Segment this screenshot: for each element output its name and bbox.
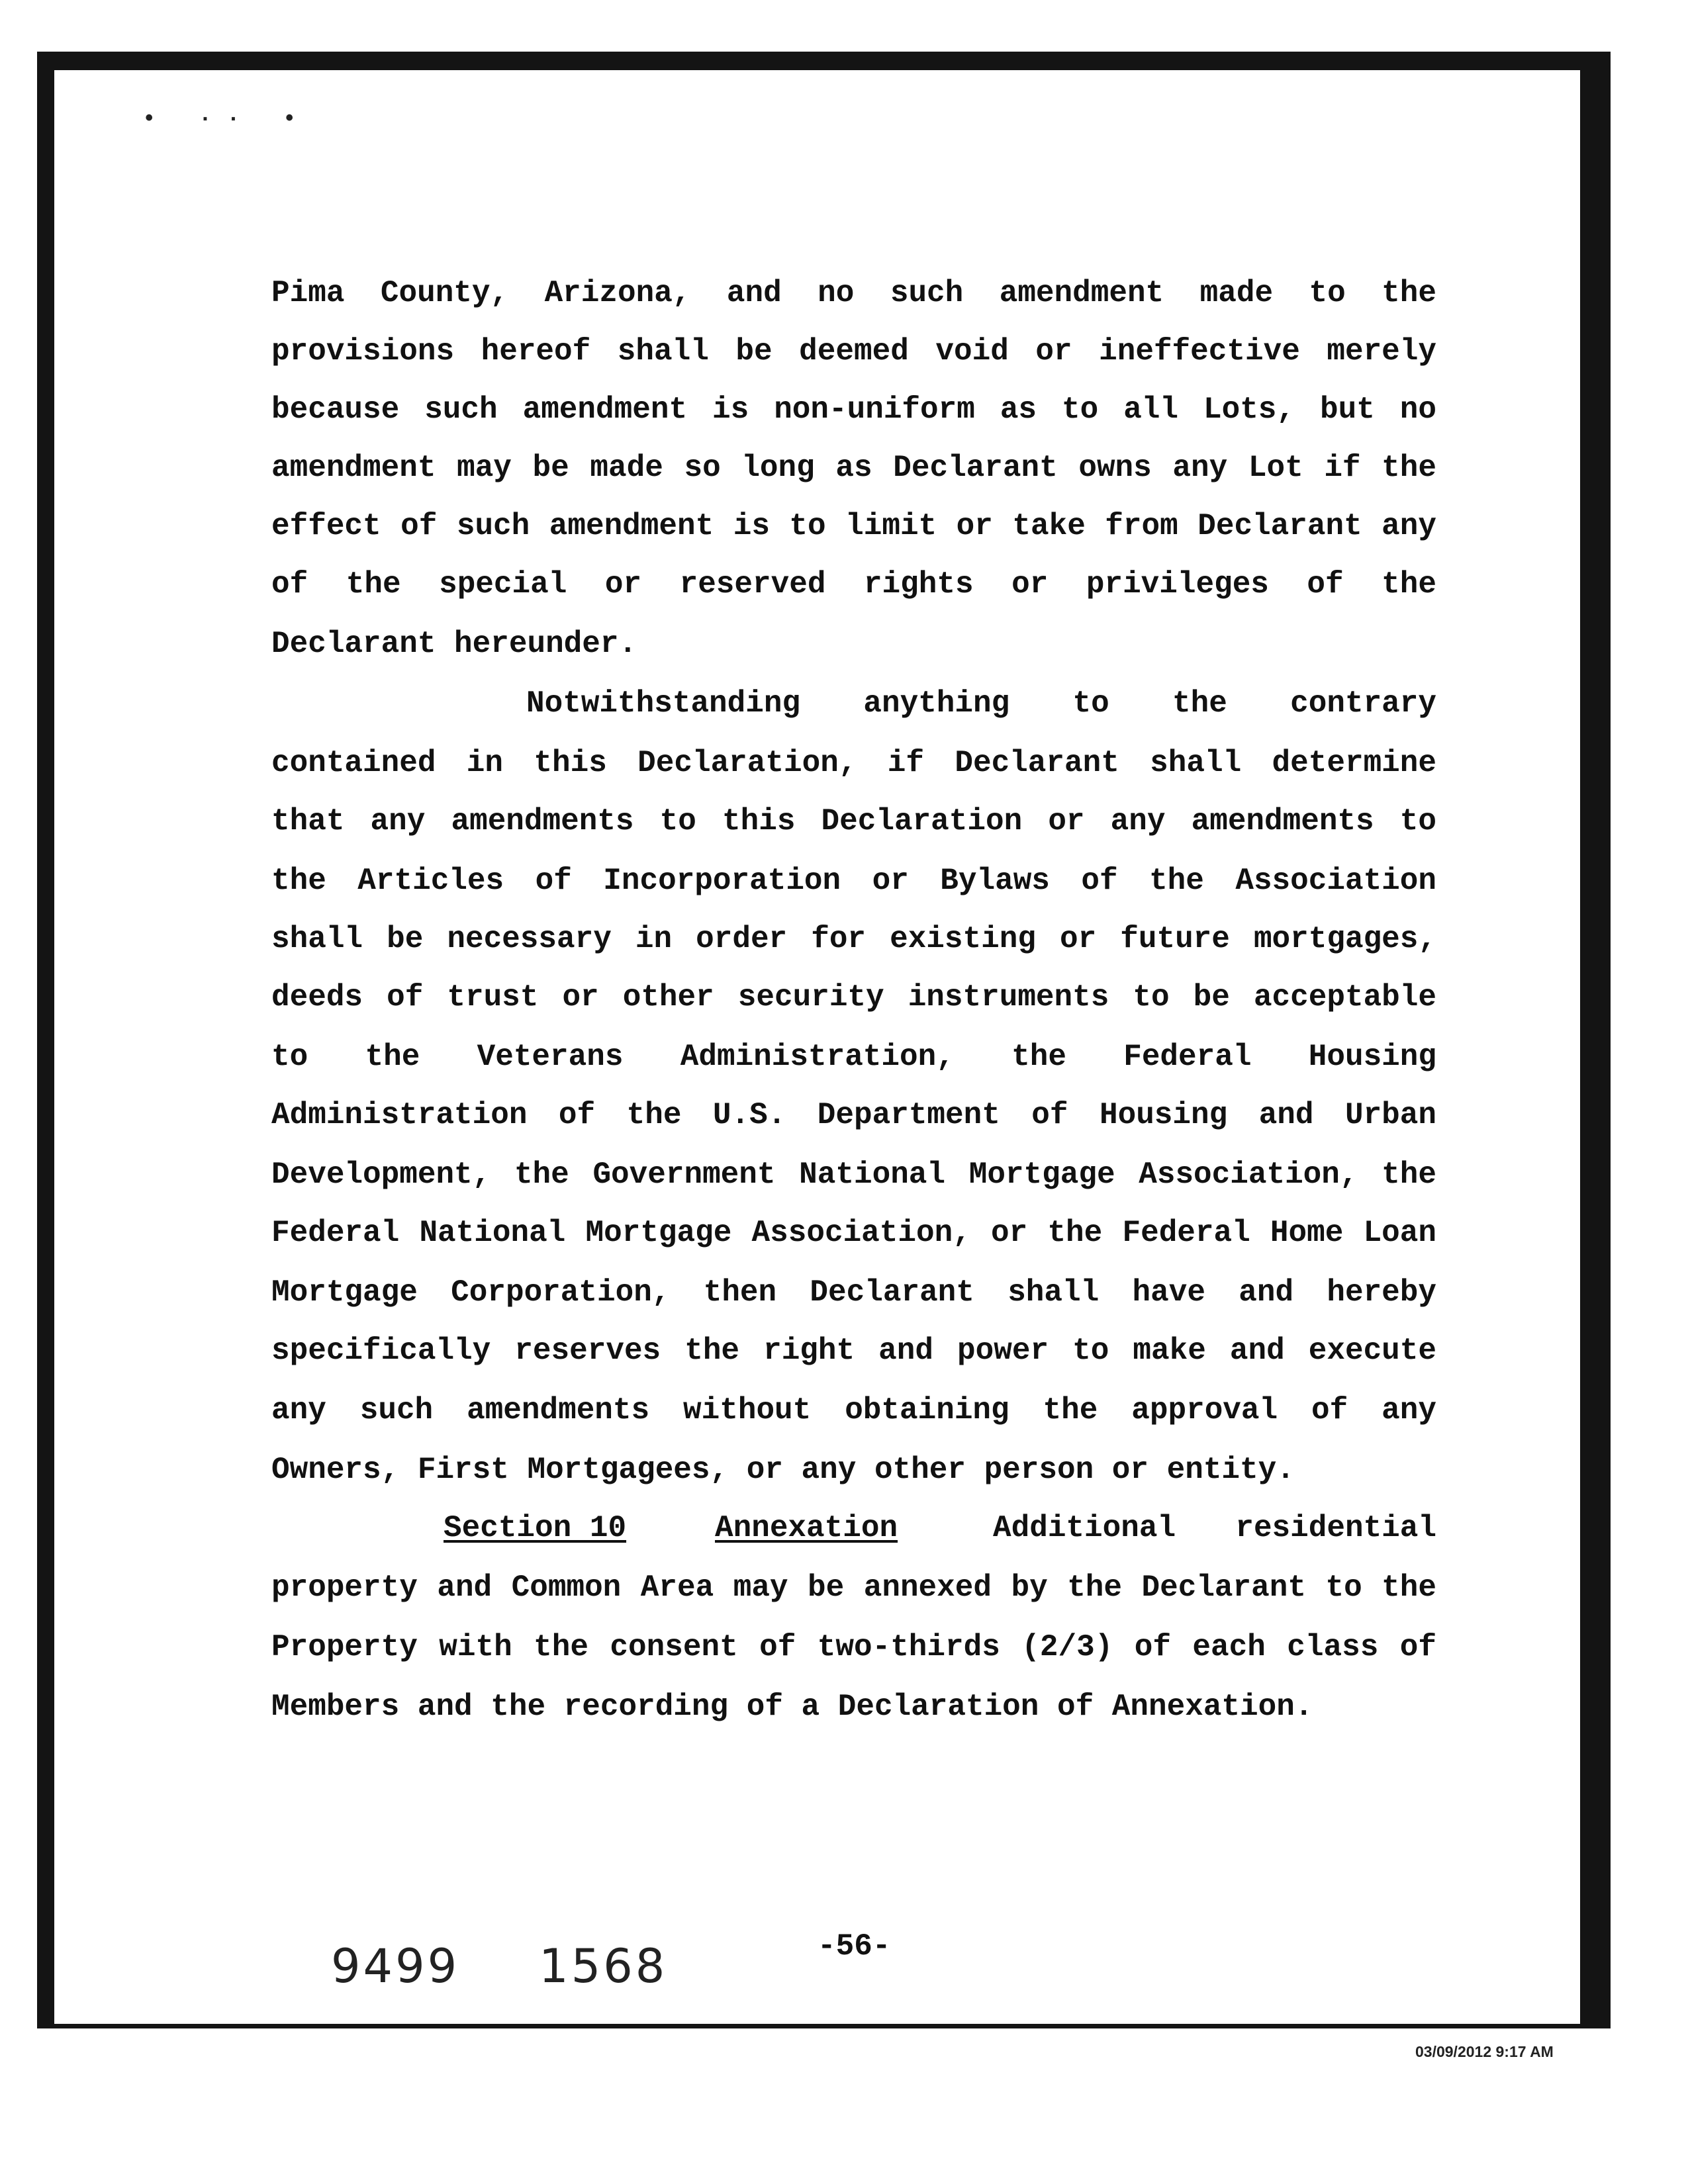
text-line: to the Veterans Administration, the Federal Housing bbox=[271, 1040, 1436, 1074]
text-line: Members and the recording of a Declaration of Annexation. bbox=[271, 1690, 1313, 1724]
scan-marks: • ·· • bbox=[142, 107, 311, 132]
text-line: the Articles of Incorporation or Bylaws of the Association bbox=[271, 864, 1436, 898]
text-line: provisions hereof shall be deemed void or ineffective merely bbox=[271, 334, 1436, 369]
section-label: Section 10 bbox=[444, 1511, 627, 1545]
text-line: Mortgage Corporation, then Declarant shall have and hereby bbox=[271, 1275, 1436, 1310]
text-line: shall be necessary in order for existing or future mortgages, bbox=[271, 922, 1436, 956]
text-line: contained in this Declaration, if Declarant shall determine bbox=[271, 746, 1436, 780]
text-line: Administration of the U.S. Department of Housing and Urban bbox=[271, 1098, 1436, 1132]
text-line: effect of such amendment is to limit or take from Declarant any bbox=[271, 509, 1436, 543]
text-line: Federal National Mortgage Association, or the Federal Home Loan bbox=[271, 1216, 1436, 1250]
text-line: Property with the consent of two-thirds (2/3) of each class of bbox=[271, 1630, 1436, 1664]
text-line: deeds of trust or other security instruments to be acceptable bbox=[271, 980, 1436, 1015]
text-line: Development, the Government National Mortgage Association, the bbox=[271, 1158, 1436, 1192]
text-line: Owners, First Mortgagees, or any other person or entity. bbox=[271, 1453, 1295, 1487]
book-number: 9499 bbox=[331, 1939, 460, 1993]
section-title: Annexation bbox=[715, 1511, 898, 1545]
text-line: any such amendments without obtaining the approval of any bbox=[271, 1393, 1436, 1428]
page-reference: 1568 bbox=[539, 1939, 668, 1993]
text-line: that any amendments to this Declaration or any amendments to bbox=[271, 804, 1436, 839]
text-line: of the special or reserved rights or privileges of the bbox=[271, 567, 1436, 602]
text-line: Notwithstanding anything to the contrary bbox=[526, 686, 1436, 721]
text-line: property and Common Area may be annexed by the Declarant to the bbox=[271, 1570, 1436, 1605]
text-line: because such amendment is non-uniform as to all Lots, but no bbox=[271, 392, 1436, 427]
text-line: Pima County, Arizona, and no such amendment made to the bbox=[271, 276, 1436, 310]
text-line: Declarant hereunder. bbox=[271, 627, 637, 661]
section-text: Additional residential bbox=[993, 1511, 1436, 1545]
page-number: -56- bbox=[818, 1929, 891, 1964]
text-line: specifically reserves the right and power to make and execute bbox=[271, 1334, 1436, 1368]
text-line: amendment may be made so long as Declarant owns any Lot if the bbox=[271, 451, 1436, 485]
print-timestamp: 03/09/2012 9:17 AM bbox=[1415, 2043, 1554, 2060]
book-page-reference bbox=[331, 1939, 667, 1993]
